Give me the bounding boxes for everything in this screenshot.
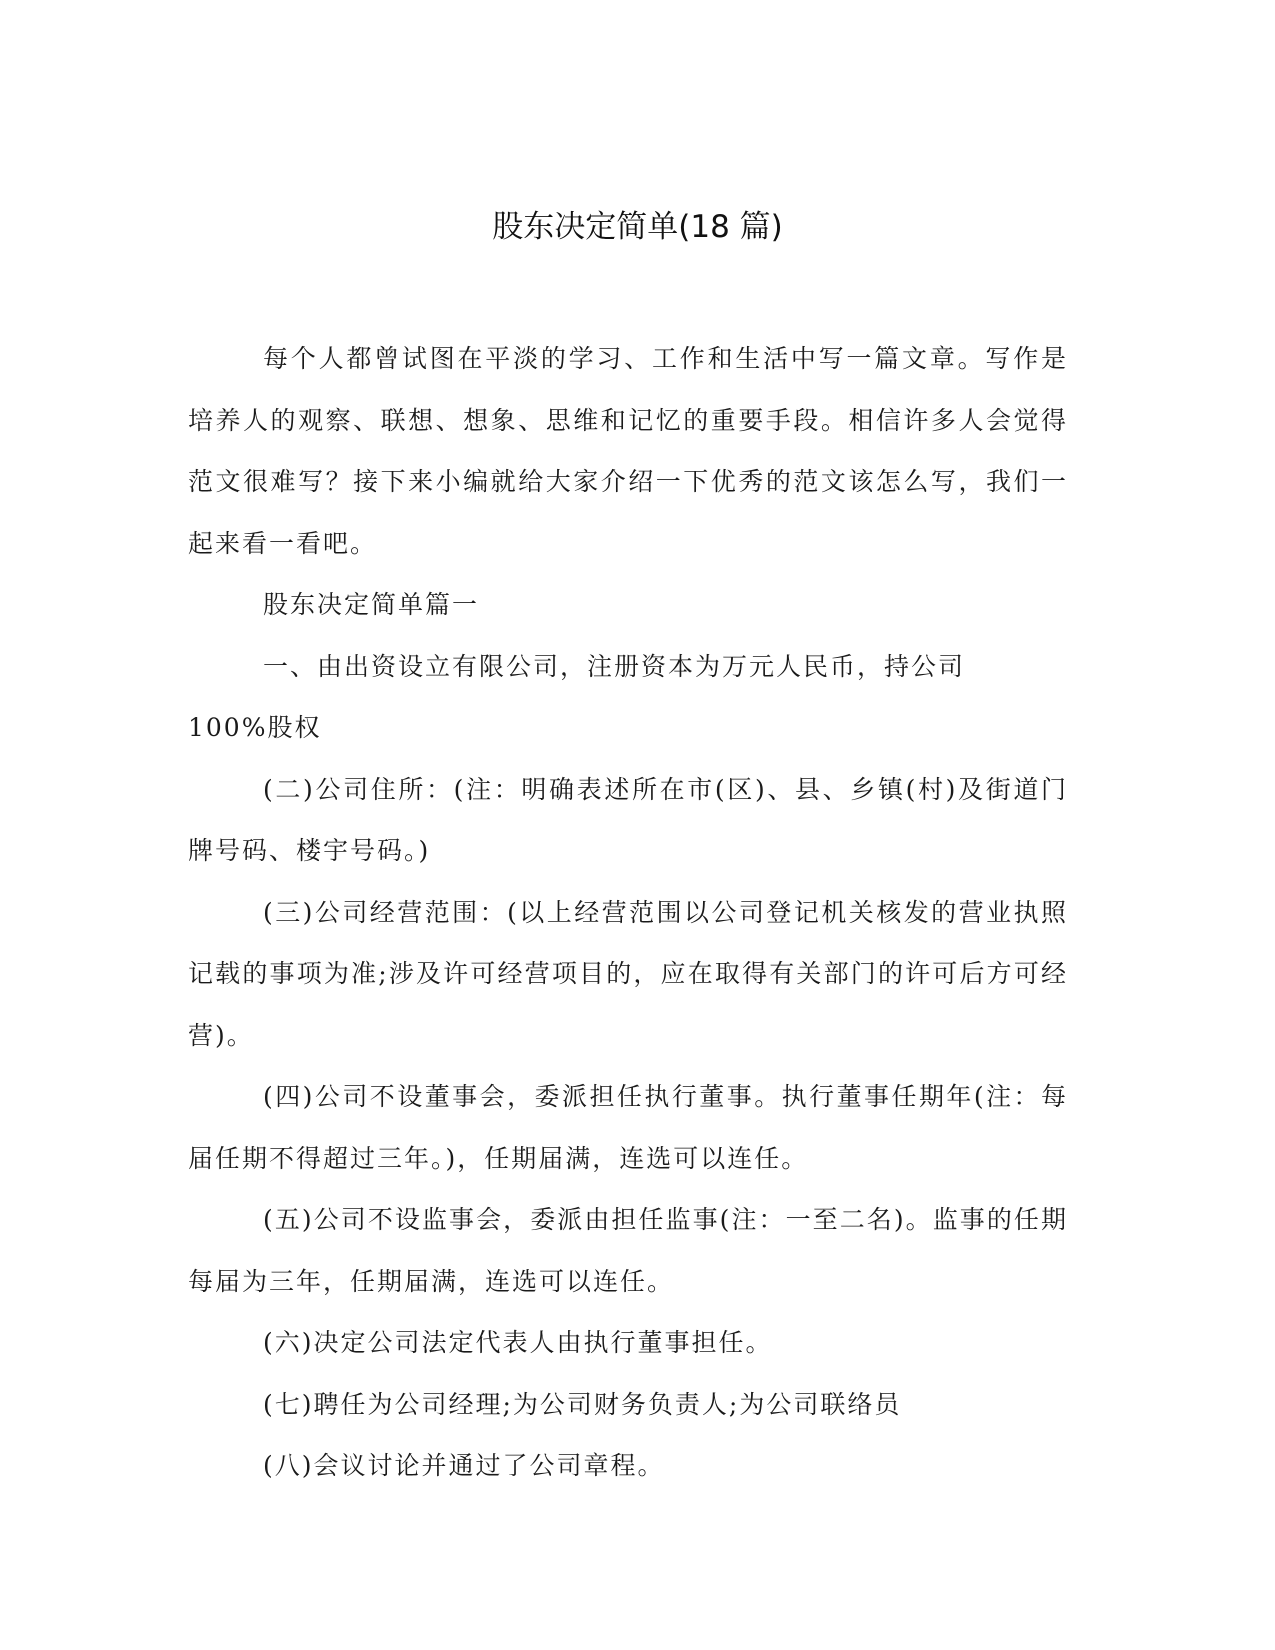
document-title: 股东决定简单(18 篇) [492, 209, 783, 245]
paragraph-intro: 每个人都曾试图在平淡的学习、工作和生活中写一篇文章。写作是培养人的观察、联想、想象、思维和记忆的重要手段。相信许多人会觉得范文很难写？接下来小编就给大家介绍一下优秀的范文该怎么写，我们一起来看一看吧。 [188, 344, 1068, 558]
paragraph-item-8: (八)会议讨论并通过了公司章程。 [263, 1451, 665, 1480]
paragraph-item-6: (六)决定公司法定代表人由执行董事担任。 [263, 1328, 773, 1357]
paragraph-item-4: (四)公司不设董事会，委派担任执行董事。执行董事任期年(注：每届任期不得超过三年。)，任期届满，连选可以连任。 [188, 1082, 1068, 1173]
paragraph-item-7: (七)聘任为公司经理;为公司财务负责人;为公司联络员 [263, 1389, 902, 1419]
paragraph-item-1-continued: 100%股权 [188, 713, 322, 742]
paragraph-item-1: 一、由出资设立有限公司，注册资本为万元人民币，持公司 [263, 651, 966, 681]
paragraph-item-3: (三)公司经营范围：(以上经营范围以公司登记机关核发的营业执照记载的事项为准;涉及许可经营项目的，应在取得有关部门的许可后方可经营)。 [188, 897, 1068, 1050]
section-heading: 股东决定简单篇一 [263, 590, 480, 619]
paragraph-item-2: (二)公司住所：(注：明确表述所在市(区)、县、乡镇(村)及街道门牌号码、楼宇号码。) [188, 774, 1068, 865]
document-body [188, 328, 1068, 1497]
paragraph-item-5: (五)公司不设监事会，委派由担任监事(注：一至二名)。监事的任期每届为三年，任期届满，连选可以连任。 [188, 1205, 1068, 1296]
